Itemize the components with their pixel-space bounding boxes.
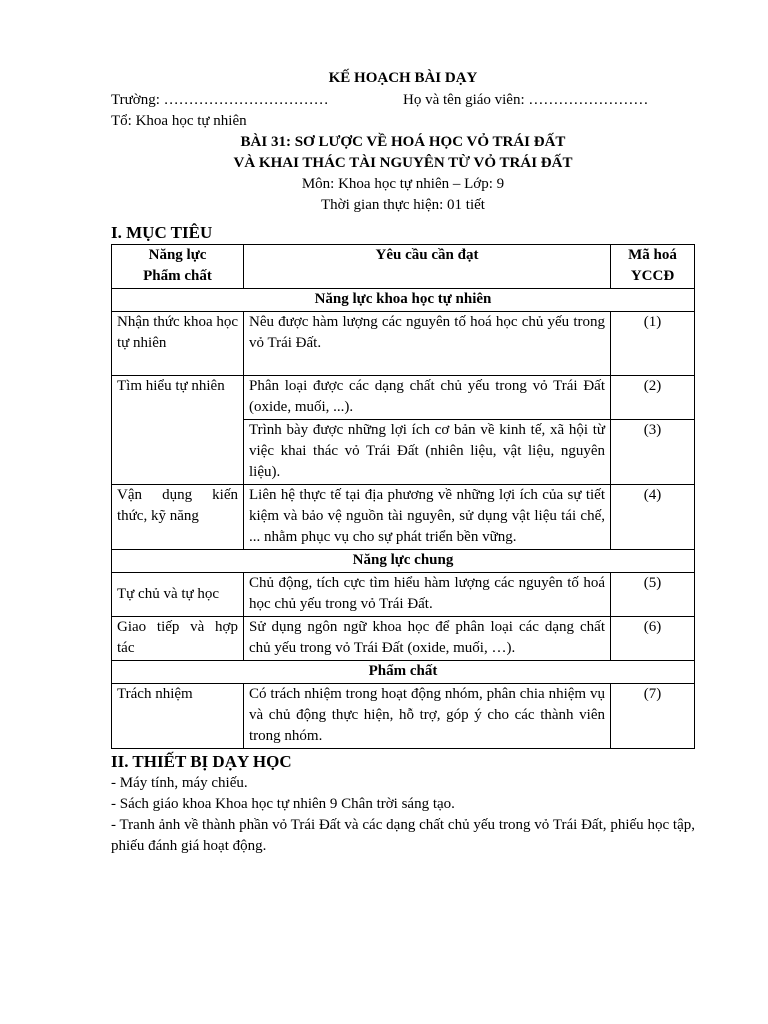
group-label: Năng lực chung — [112, 550, 695, 573]
duration-line: Thời gian thực hiện: 01 tiết — [321, 197, 485, 213]
code-cell: (2) — [611, 376, 695, 420]
objectives-table — [111, 244, 695, 749]
table-row — [112, 485, 695, 550]
code-cell: (6) — [611, 617, 695, 661]
lesson-title-line2: VÀ KHAI THÁC TÀI NGUYÊN TỪ VỎ TRÁI ĐẤT — [233, 155, 573, 171]
header-code-line1: Mã hoá — [628, 247, 677, 263]
header-competency — [112, 245, 244, 289]
table-row — [112, 617, 695, 661]
table-row — [112, 573, 695, 617]
group-row-qualities — [112, 661, 695, 684]
table-row — [112, 312, 695, 376]
lesson-plan-page — [111, 68, 695, 857]
code-cell: (5) — [611, 573, 695, 617]
requirement-cell: Liên hệ thực tế tại địa phương về những lợi ích của sự tiết kiệm và bảo vệ nguồn tài nguyên, sử dụng vật liệu tái chế, ... nhằm phục vụ cho sự phát triển bền vững. — [244, 485, 611, 550]
header-code — [611, 245, 695, 289]
document-title: KẾ HOẠCH BÀI DẠY — [328, 70, 478, 86]
competency-cell: Tìm hiểu tự nhiên — [112, 376, 244, 485]
competency-cell: Trách nhiệm — [112, 684, 244, 749]
requirement-cell: Nêu được hàm lượng các nguyên tố hoá học chủ yếu trong vỏ Trái Đất. — [244, 312, 611, 376]
table-row — [112, 376, 695, 420]
section-heading-equipment: II. THIẾT BỊ DẠY HỌC — [111, 752, 292, 771]
requirement-cell: Sử dụng ngôn ngữ khoa học để phân loại các dạng chất chủ yếu trong vỏ Trái Đất (oxide, muối, …). — [244, 617, 611, 661]
list-item: - Máy tính, máy chiếu. — [111, 775, 248, 791]
code-cell: (7) — [611, 684, 695, 749]
header-code-line2: YCCĐ — [630, 268, 675, 284]
school-teacher-row — [111, 90, 695, 111]
list-item: - Tranh ảnh về thành phần vỏ Trái Đất và các dạng chất chủ yếu trong vỏ Trái Đất, phiếu học tập, phiếu đánh giá hoạt động. — [111, 817, 695, 854]
competency-cell: Vận dụng kiến thức, kỹ năng — [112, 485, 244, 550]
lesson-title-line1: BÀI 31: SƠ LƯỢC VỀ HOÁ HỌC VỎ TRÁI ĐẤT — [240, 134, 566, 150]
group-label: Năng lực khoa học tự nhiên — [112, 289, 695, 312]
requirement-cell: Chủ động, tích cực tìm hiểu hàm lượng các nguyên tố hoá học chủ yếu trong vỏ Trái Đất. — [244, 573, 611, 617]
group-row-natural-science — [112, 289, 695, 312]
table-header-row — [112, 245, 695, 289]
school-field: Trường: …………………………… — [111, 92, 329, 108]
requirement-cell: Có trách nhiệm trong hoạt động nhóm, phân chia nhiệm vụ và chủ động thực hiện, hỗ trợ, góp ý cho các thành viên trong nhóm. — [244, 684, 611, 749]
group-label: Phẩm chất — [112, 661, 695, 684]
equipment-list — [111, 773, 695, 857]
list-item: - Sách giáo khoa Khoa học tự nhiên 9 Chân trời sáng tạo. — [111, 796, 455, 812]
code-cell: (3) — [611, 420, 695, 485]
competency-cell: Nhận thức khoa học tự nhiên — [112, 312, 244, 376]
code-cell: (1) — [611, 312, 695, 376]
header-competency-line2: Phẩm chất — [143, 268, 212, 284]
competency-cell: Giao tiếp và hợp tác — [112, 617, 244, 661]
section-heading-objectives: I. MỤC TIÊU — [111, 223, 213, 242]
header-competency-line1: Năng lực — [148, 247, 207, 263]
code-cell: (4) — [611, 485, 695, 550]
requirement-cell: Trình bày được những lợi ích cơ bản về kinh tế, xã hội từ việc khai thác vỏ Trái Đất (nhiên liệu, vật liệu, nguyên liệu). — [244, 420, 611, 485]
requirement-cell: Phân loại được các dạng chất chủ yếu trong vỏ Trái Đất (oxide, muối, ...). — [244, 376, 611, 420]
header-requirement: Yêu cầu cần đạt — [244, 245, 611, 289]
subject-line: Môn: Khoa học tự nhiên – Lớp: 9 — [301, 176, 505, 192]
competency-cell: Tự chủ và tự học — [112, 573, 244, 617]
teacher-field: Họ và tên giáo viên: …………………… — [403, 92, 649, 108]
table-row — [112, 684, 695, 749]
group-field: Tổ: Khoa học tự nhiên — [111, 113, 247, 129]
group-row-general — [112, 550, 695, 573]
